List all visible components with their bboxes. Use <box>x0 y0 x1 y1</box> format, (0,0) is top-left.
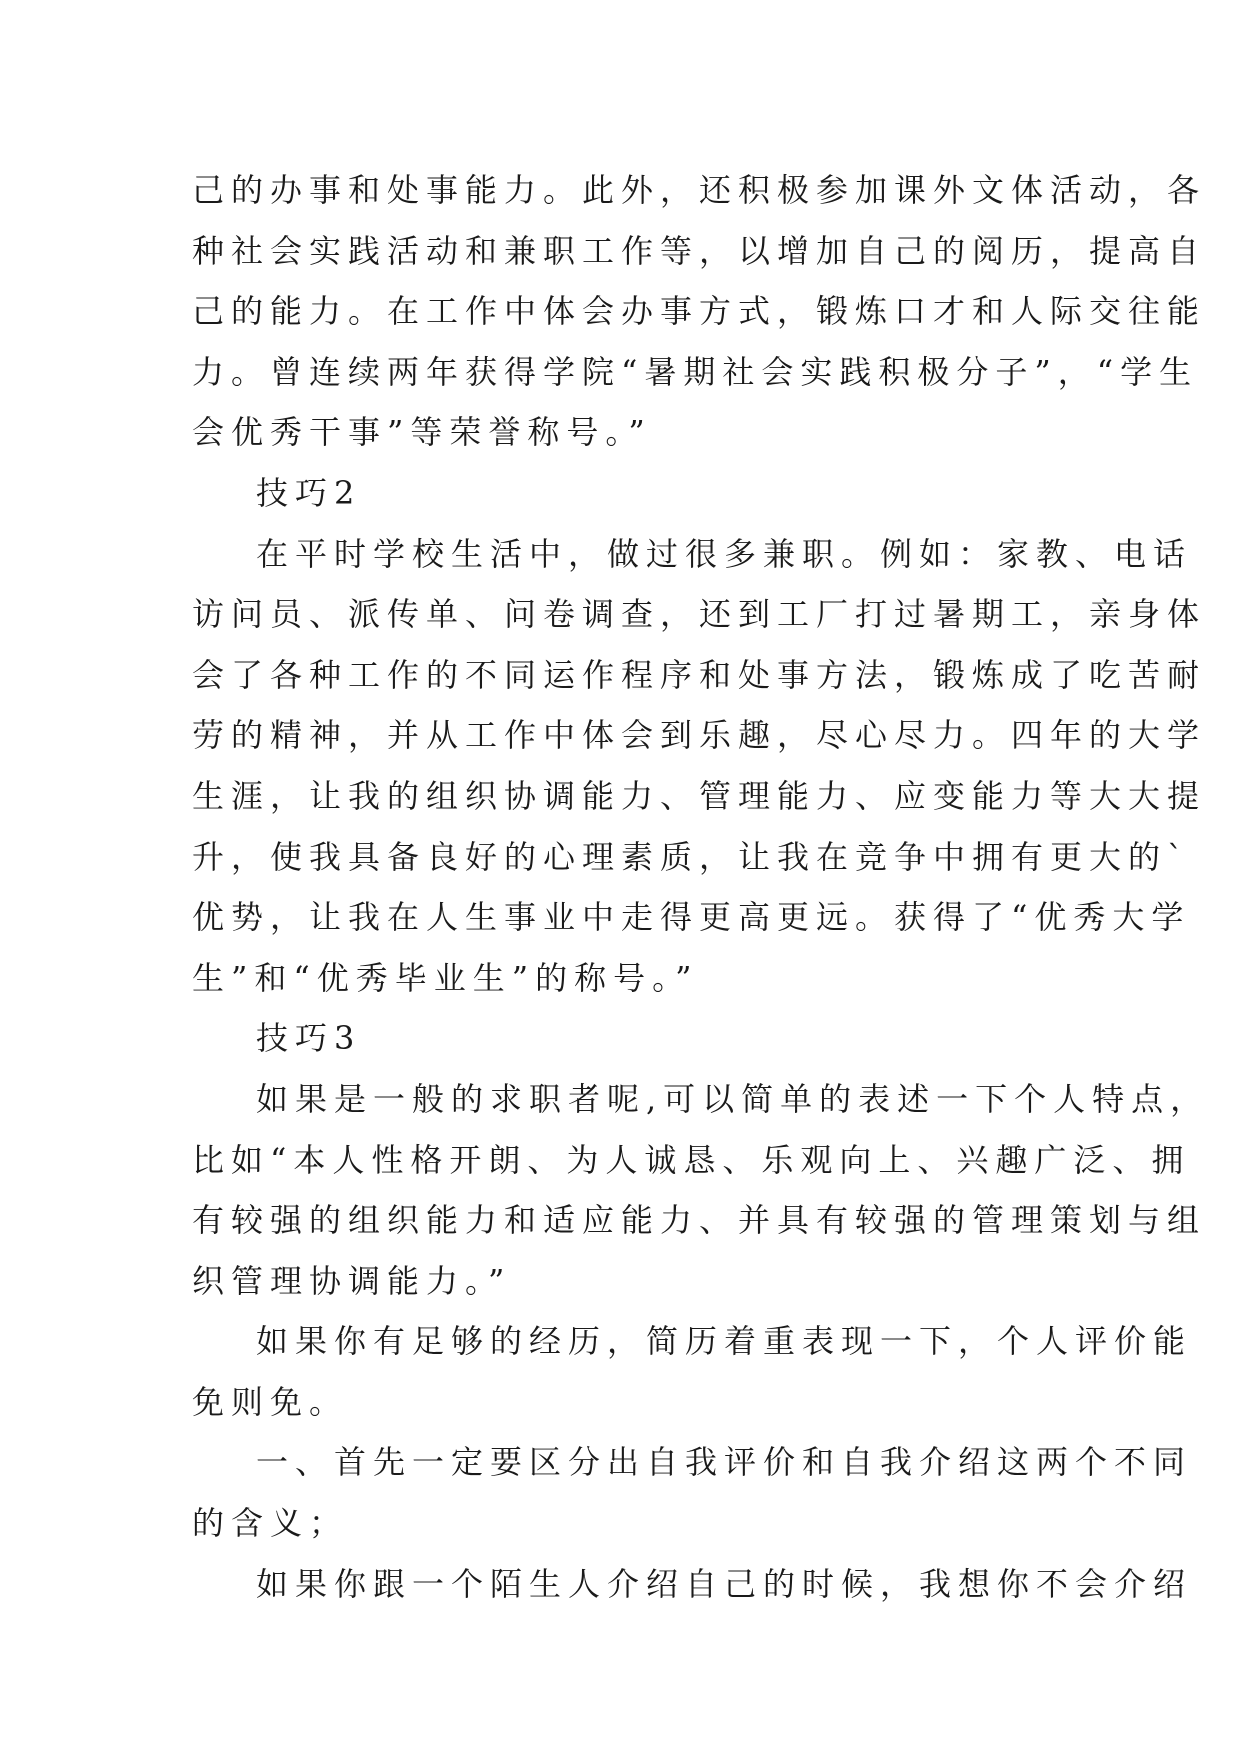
body-text-line: 的含义； <box>192 1504 349 1543</box>
body-text-line: 生”和“优秀毕业生”的称号。” <box>192 958 699 997</box>
body-text-line: 比如“本人性格开朗、为人诚恳、乐观向上、兴趣广泛、拥 <box>192 1140 1191 1179</box>
body-text-line: 力。曾连续两年获得学院“暑期社会实践积极分子”，“学生 <box>192 352 1199 391</box>
document-body <box>192 160 1210 1614</box>
body-text-line: 生涯，让我的组织协调能力、管理能力、应变能力等大大提 <box>192 776 1207 815</box>
paragraph-first-line: 如果是一般的求职者呢,可以简单的表述一下个人特点， <box>256 1079 1210 1118</box>
body-text-line: 访问员、派传单、问卷调查，还到工厂打过暑期工，亲身体 <box>192 595 1207 634</box>
paragraph-first-line: 如果你跟一个陌生人介绍自己的时候，我想你不会介绍 <box>256 1564 1193 1603</box>
body-text-line: 织管理协调能力。” <box>192 1261 512 1300</box>
body-text-line: 会了各种工作的不同运作程序和处事方法，锻炼成了吃苦耐 <box>192 655 1207 694</box>
body-text-line: 升，使我具备良好的心理素质，让我在竞争中拥有更大的` <box>192 837 1191 876</box>
body-text-line: 免则免。 <box>192 1382 349 1421</box>
body-text-line: 有较强的组织能力和适应能力、并具有较强的管理策划与组 <box>192 1201 1207 1240</box>
body-text-line: 优势，让我在人生事业中走得更高更远。获得了“优秀大学 <box>192 898 1191 937</box>
paragraph-first-line: 一、首先一定要区分出自我评价和自我介绍这两个不同 <box>256 1443 1193 1482</box>
body-text-line: 种社会实践活动和兼职工作等，以增加自己的阅历，提高自 <box>192 231 1207 270</box>
section-heading-tip-2: 技巧2 <box>256 473 362 512</box>
paragraph-first-line: 如果你有足够的经历，简历着重表现一下，个人评价能 <box>256 1322 1193 1361</box>
body-text-line: 己的能力。在工作中体会办事方式，锻炼口才和人际交往能 <box>192 292 1207 331</box>
body-text-line: 会优秀干事”等荣誉称号。” <box>192 413 652 452</box>
body-text-line: 劳的精神，并从工作中体会到乐趣，尽心尽力。四年的大学 <box>192 716 1207 755</box>
body-text-line: 己的办事和处事能力。此外，还积极参加课外文体活动，各 <box>192 171 1207 209</box>
section-heading-tip-3: 技巧3 <box>256 1019 362 1058</box>
paragraph-first-line: 在平时学校生活中，做过很多兼职。例如：家教、电话 <box>256 534 1193 573</box>
